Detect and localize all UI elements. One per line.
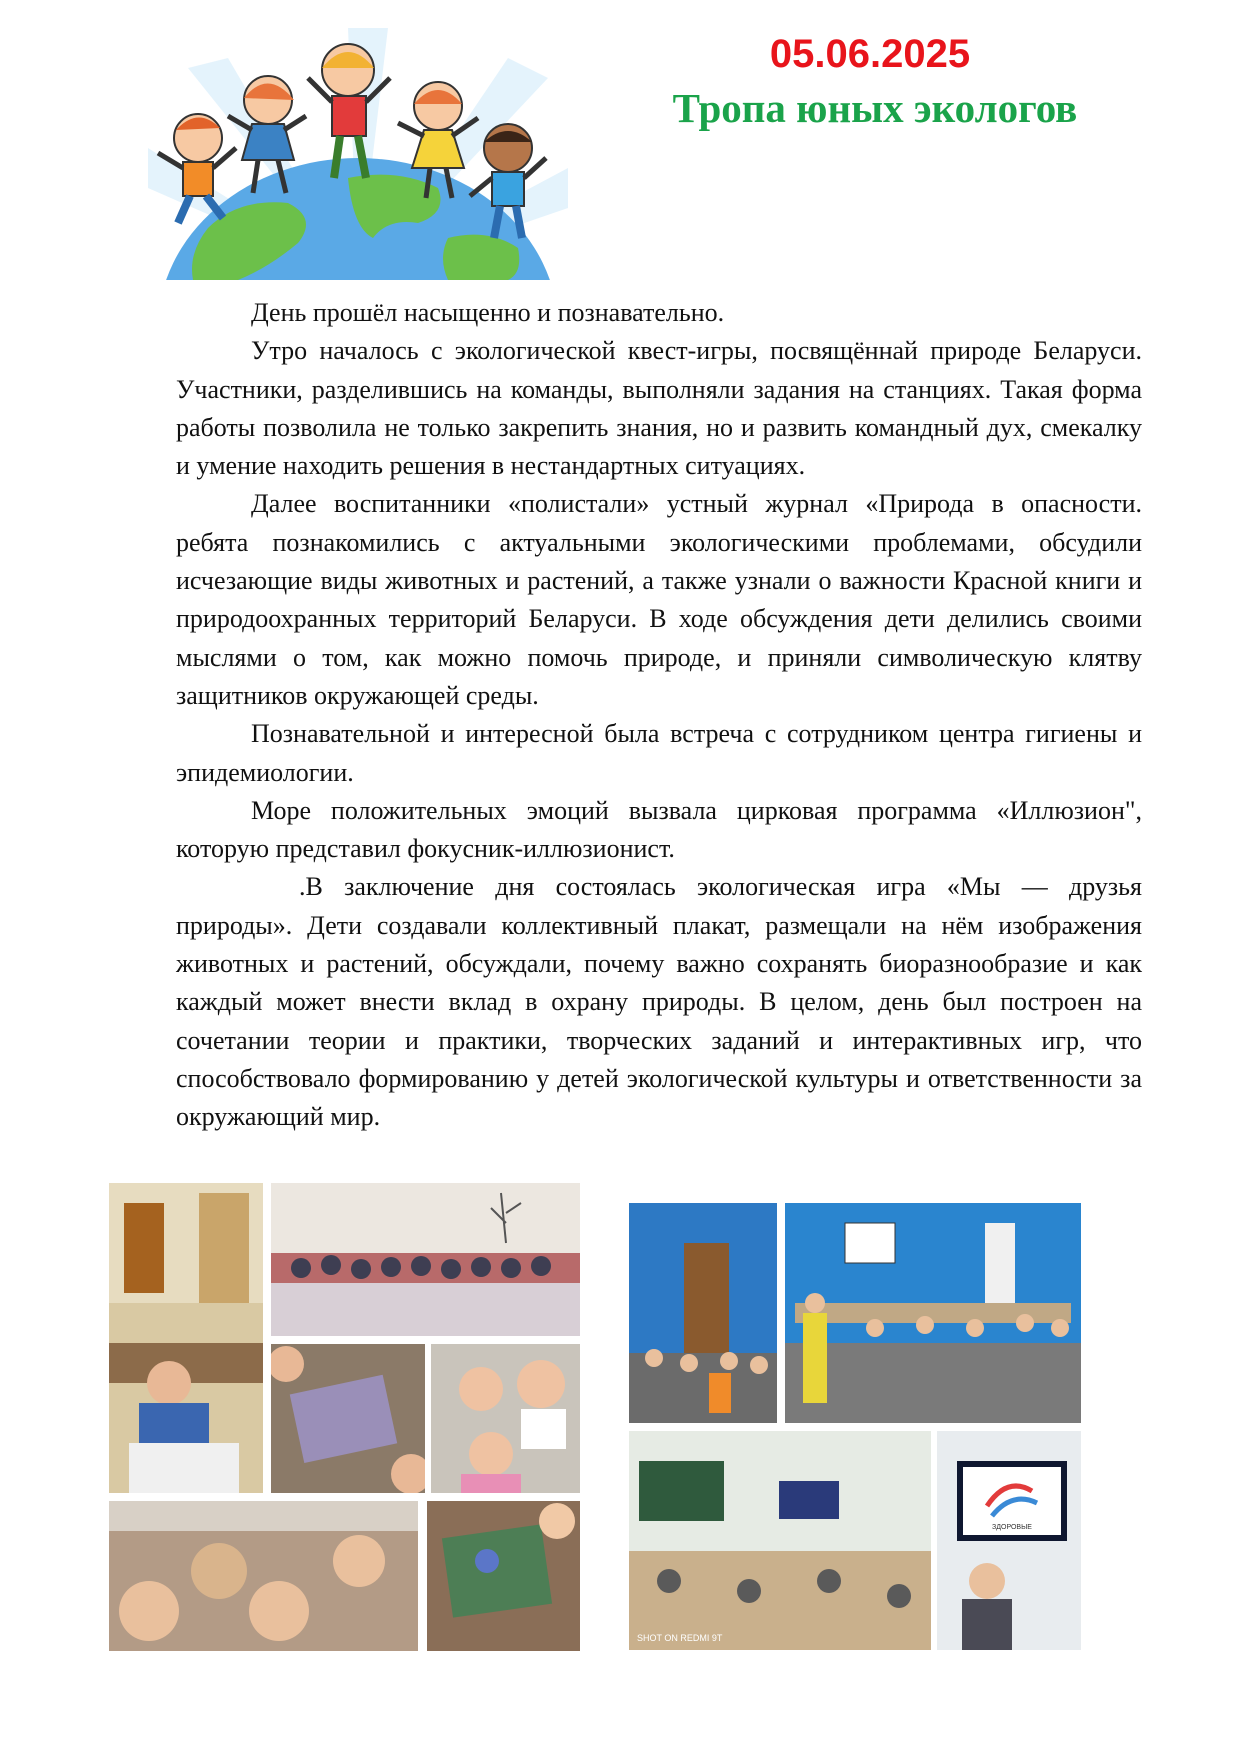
children-on-globe-illustration bbox=[148, 28, 568, 280]
photo-assembly-hall bbox=[271, 1183, 580, 1336]
event-date: 05.06.2025 bbox=[769, 32, 971, 76]
photo-poster-making bbox=[427, 1501, 580, 1651]
paragraph-intro: День прошёл насыщенно и познавательно. bbox=[251, 298, 725, 327]
photo-classroom-presentation bbox=[629, 1431, 931, 1650]
page-title: Тропа юных экологов bbox=[672, 85, 1078, 131]
photo-classroom-drawing bbox=[109, 1183, 263, 1493]
paragraph-meeting: Познавательной и интересной была встреча с сотрудником центра гигиены и эпидемиологии. bbox=[176, 719, 1142, 787]
camera-watermark: SHOT ON REDMI 9T bbox=[637, 1633, 723, 1643]
photo-kids-closeup bbox=[431, 1344, 580, 1493]
paragraph-circus: Море положительных эмоций вызвала цирковая программа «Иллюзион", которую представил фокусник-иллюзионист. bbox=[176, 795, 1142, 864]
paragraph-quest: Утро началось с экологической квест-игры, посвящённай природе Беларуси. Участники, разделившись на команды, выполняли задания на станциях. Такая форма работы позволила не только закрепить знания, но и развить командный дух, смекалку и умение находить решения в нестандартных ситуациях. bbox=[176, 336, 1142, 481]
article-body bbox=[176, 294, 1142, 1137]
paragraph-conclusion: .В заключение дня состоялась экологическая игра «Мы — друзья природы». Дети создавали коллективный плакат, размещали на нём изображения животных и растений, обсуждали, почему важно сохранять биоразнообразие и как каждый может внести вклад в охрану природы. В целом, день был построен на сочетании теории и практики, творческих заданий и интерактивных игр, что способствовало формированию у детей экологической культуры и ответственности за окружающий мир. bbox=[176, 872, 1142, 1132]
photo-presenter-screen bbox=[937, 1431, 1081, 1650]
photo-gym-illusionist bbox=[785, 1203, 1081, 1423]
photo-group-poster bbox=[109, 1501, 418, 1651]
screen-caption: ЗДОРОВЫЕ bbox=[992, 1524, 1032, 1531]
photo-puzzle-table bbox=[271, 1344, 425, 1493]
photo-gym-performance bbox=[629, 1203, 777, 1423]
paragraph-journal: Далее воспитанники «полистали» устный журнал «Природа в опасности. ребята познакомились с актуальными экологическими проблемами, обсудили исчезающие виды животных и растений, а также узнали о важности Красной книги и природоохранных территорий Беларуси. В ходе обсуждения дети делились своими мыслями о том, как можно помочь природе, и приняли символическую клятву защитников окружающей среды. bbox=[176, 489, 1142, 710]
